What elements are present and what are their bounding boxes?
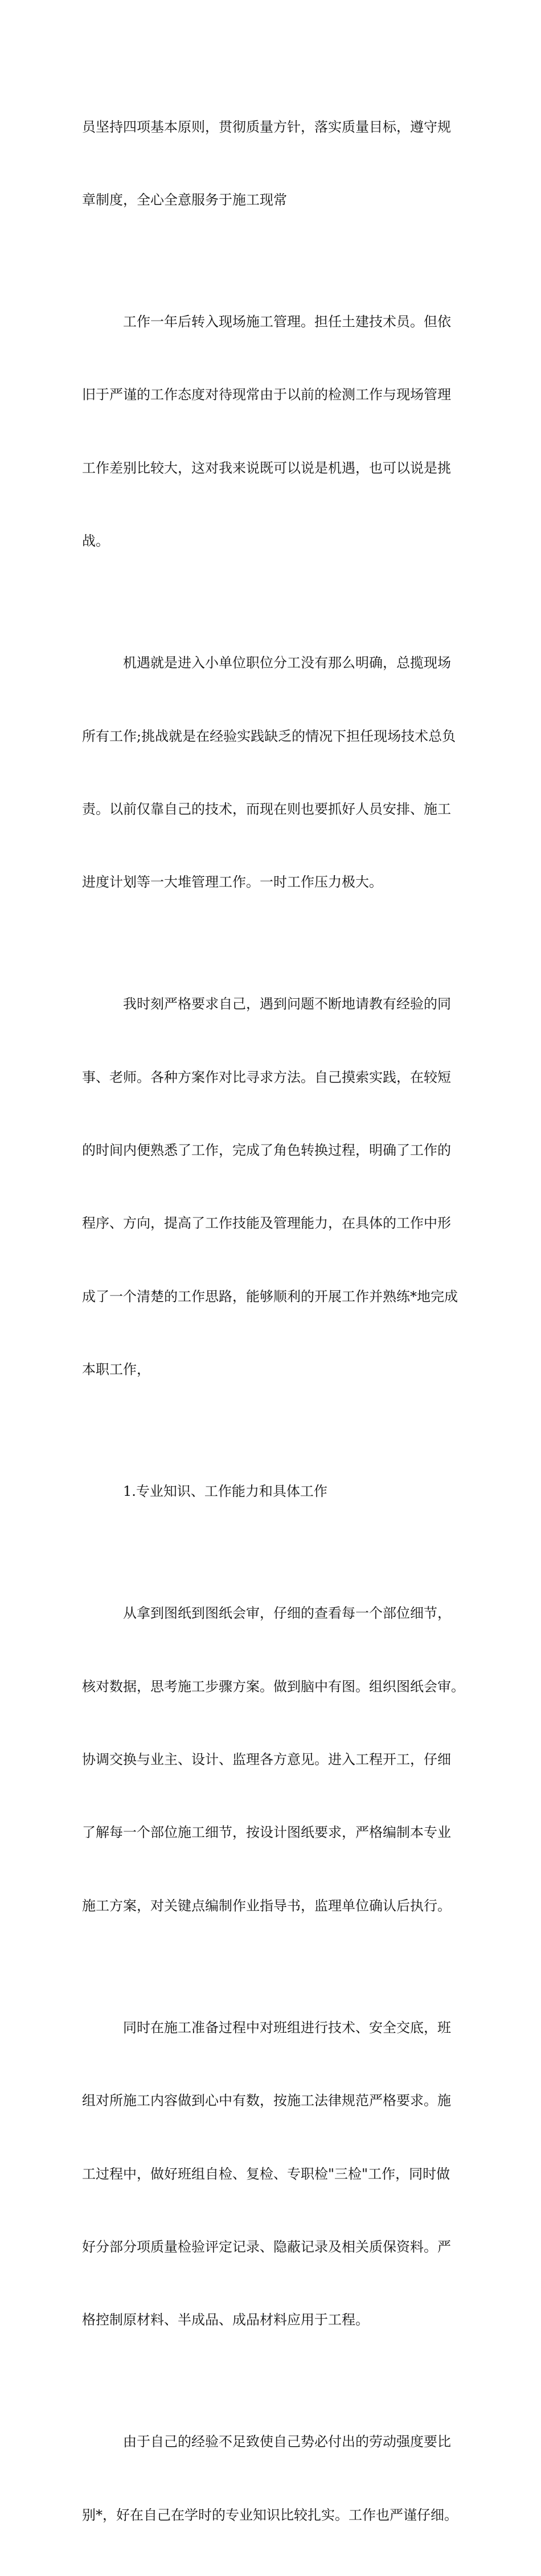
text-line: 的时间内便熟悉了工作，完成了角色转换过程，明确了工作的 [82,1142,451,1159]
text-line: 协调交换与业主、设计、监理各方意见。进入工程开工，仔细 [82,1751,451,1767]
text-line: 机遇就是进入小单位职位分工没有那么明确，总揽现场 [123,655,451,671]
text-line: 成了一个清楚的工作思路，能够顺利的开展工作并熟练*地完成 [82,1288,458,1305]
paragraph-2 [82,261,460,602]
text-line: 员坚持四项基本原则，贯彻质量方针，落实质量目标，遵守规 [82,118,451,135]
paragraph-1 [82,66,460,261]
text-line: 工过程中，做好班组自检、复检、专职检"三检"工作，同时做 [82,2165,450,2182]
text-line: 章制度，全心全意服务于施工现常 [82,191,287,208]
section-heading [82,1431,460,1553]
paragraph-5 [82,1553,465,1967]
text-line: 组对所施工内容做到心中有数，按施工法律规范严格要求。施 [82,2093,451,2109]
text-line: 事、老师。各种方案作对比寻求方法。自己摸索实践，在较短 [82,1069,451,1085]
text-line: 从拿到图纸到图纸会审，仔细的查看每一个部位细节， [123,1605,451,1622]
text-line: 同时在施工准备过程中对班组进行技术、安全交底，班 [123,2019,451,2036]
text-line: 施工方案，对关键点编制作业指导书，监理单位确认后执行。 [82,1897,451,1914]
text-line: 好分部分项质量检验评定记录、隐蔽记录及相关质保资料。严 [82,2238,451,2255]
text-line: 我时刻严格要求自己，遇到问题不断地请教有经验的同 [123,996,451,1012]
text-line: 由于自己的经验不足致使自己势必付出的劳动强度要比 [123,2434,451,2450]
text-line: 程序、方向，提高了工作技能及管理能力，在具体的工作中形 [82,1215,451,1232]
text-line: 责。以前仅靠自己的技术，而现在则也要抓好人员安排、施工 [82,801,451,817]
text-line: 核对数据，思考施工步骤方案。做到脑中有图。组织图纸会审。 [82,1678,465,1695]
heading-line: 1.专业知识、工作能力和具体工作 [123,1483,327,1500]
document-body [82,66,465,2576]
text-line: 工作一年后转入现场施工管理。担任土建技术员。但依 [123,313,451,330]
text-line: 别*，好在自己在学时的专业知识比较扎实。工作也严谨仔细。 [82,2507,458,2523]
paragraph-3 [82,602,460,944]
text-line: 所有工作;挑战就是在经验实践缺乏的情况下担任现场技术总负 [82,728,456,744]
paragraph-4 [82,944,460,1431]
text-line: 了解每一个部位施工细节，按设计图纸要求，严格编制本专业 [82,1824,451,1841]
text-line: 本职工作， [82,1361,150,1378]
text-line: 战。 [82,533,109,549]
paragraph-6 [82,1967,460,2381]
text-line: 进度计划等一大堆管理工作。一时工作压力极大。 [82,874,383,891]
text-line: 旧于严谨的工作态度对待现常由于以前的检测工作与现场管理 [82,387,451,403]
paragraph-7 [82,2381,460,2576]
text-line: 工作差别比较大，这对我来说既可以说是机遇，也可以说是挑 [82,460,451,476]
text-line: 格控制原材料、半成品、成品材料应用于工程。 [82,2312,369,2328]
